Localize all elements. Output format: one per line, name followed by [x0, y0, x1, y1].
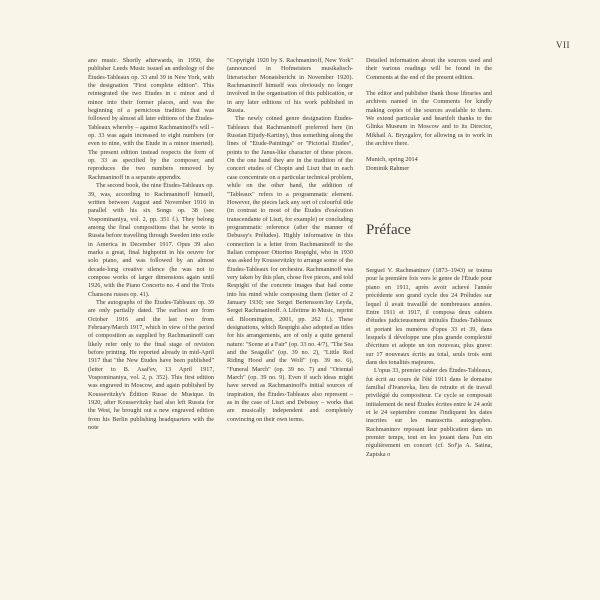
signature-block: [366, 156, 492, 173]
paragraph: The second book, the nine Études-Tableaux op. 39, was, according to Rachmaninoff himself, written between August and November 1916 in parallel with his six Songs op. 38 (see Vospominaniya, vol. 2, pp. 351 f.). They belong among the final compositions that he wrote in Russia before travelling through Sweden into exile in America in December 1917. Opus 39 also marks a great, final highpoint in his oeuvre for solo piano, and was followed by an almost decade-long creative silence (he was not to compose works of larger dimensions again until 1926, with the Piano Concerto no. 4 and the Trois Chansons russes op. 41).: [88, 182, 214, 298]
page-number: VII: [556, 40, 570, 50]
paragraph: L'opus 33, premier cahier des Études-Tableaux, fut écrit au cours de l'été 1911 dans le domaine familial d'Ivanovka, lieu de retraite et de travail privilégié du compositeur. Ce cycle se composait initialement de neuf Études écrites entre le 24 août et le 24 septembre comme l'indiquent les dates inscrites sur les manuscrits autographes. Rachmaninov reposant leur publication dans un premier temps, tout en les jouant dans l'un ein régulièrement en concert (cf. Sof'ja A. Satina, Zapiska o: [366, 367, 492, 458]
paragraph: Sergueï V. Rachmaninov (1873–1943) se tourna pour la première fois vers le genre de l'Étude pour piano en 1911, après avoir achevé l'année précédente son grand cycle des 24 Préludes sur lequel il avait travaillé de nombreuses années. Entre 1911 et 1917, il composa deux cahiers d'études judicieusement intitulés Études-Tableaux et portant les numéros d'opus 33 et 39, dans lesquels il développe une plus grande complexité d'écriture et adopte un ton nouveau, plus grave: sur 17 nouveaux écrits au total, seuls trois sont dans des tonalités majeures.: [366, 267, 492, 366]
text-column-3: [366, 57, 492, 459]
signature-place-date: Munich, spring 2014: [366, 156, 418, 164]
signature-author: Dominik Rahmer: [366, 164, 410, 172]
paragraph: ano music. Shortly afterwards, in 1950, the publisher Leeds Music issued an anthology of the Études-Tableaux op. 33 and 39 in New York, with the designation "First complete edition". This reintegrated the two Etudes in c minor and d minor into their former places, and was the beginning of a pernicious tradition that was followed by almost all later editions of the Études-Tableaux whereby – against Rachmaninoff's will – op. 33 was again increased to eight numbers (or even to nine, with the Etude in a minor inserted). The present edition instead respects the form of op. 33 as specified by the composer, and reproduces the two numbers removed by Rachmaninoff in a separate appendix.: [88, 57, 214, 181]
section-heading: Préface: [366, 222, 411, 239]
text-column-2: [227, 57, 353, 424]
text-column-1: [88, 57, 214, 432]
paragraph: "Copyright 1920 by S. Rachmaninoff, New York" (announced in Hofmeisters musikalisch-literarischer Monatsbericht in November 1920). Rachmaninoff himself was obviously no longer involved in the organisation of this publication, or in any later editions of his work published in Russia.: [227, 57, 353, 115]
paragraph: Detailed information about the sources used and their various readings will be found in the Comments at the end of the present edition.: [366, 57, 492, 81]
paragraph: The editor and publisher thank those libraries and archives named in the Comments for kindly making copies of the sources available to them. We extend particular and heartfelt thanks to the Glinka Museum in Moscow and to its Director, Mikhail A. Bryzgalov, for allowing us to work in the archive there.: [366, 90, 492, 148]
paragraph: The autographs of the Études-Tableaux op. 39 are only partially dated. The earliest are from October 1916 and the last two from February/March 1917, which in view of the period of composition as supplied by Rachmaninoff can likely refer only to the final stage of revision before printing. He reported already in mid-April 1917 that "the New Études have been published" (letter to B. Asaf'ev, 13 April 1917, Vospominaniya, vol. 2, p. 352). This first edition was engraved in Moscow, and again published by Koussevitzky's Édition Russe de Musique. In 1920, after Koussevitzky had also left Russia for the West, he brought out a new engraved edition from his Berlin publishing headquarters with the note: [88, 298, 214, 432]
paragraph: The newly coined genre designation Études-Tableaux that Rachmaninoff preferred here (in Russian Etjudy-Kartiny), thus something along the lines of "Etude-Paintings" or "Pictorial Etudes", points to the Janus-like character of these pieces. On the one hand they are in the tradition of the concert etudes of Chopin and Liszt that in each case concentrate on a particular technical problem, while on the other hand, the addition of "Tableaux" refers to a programmatic element. However, the pieces lack any sort of colourful title (in contrast to most of the Études d'exécution transcendante of Liszt, for example) or concluding programmatic reference (after the manner of Debussy's Préludes). Highly informative in this connection is a letter from Rachmaninoff to the Italian composer Ottorino Respighi, who in 1930 was asked by Koussevitzky to arrange some of the Études-Tableaux for orchestra. Rachmaninoff was very taken by this plan, chose five pieces, and told Respighi of the concrete images that had come into his mind while composing them (letter of 2 January 1930; see Sergei Bertensson/Jay Leyda, Sergei Rachmaninoff. A Lifetime in Music, reprint ed. Bloomington, 2001, pp. 262 f.). These designations, which Respighi also adopted as titles for his arrangements, are of only a quite general nature: "Scene at a Fair" (op. 33 no. 4/7), "The Sea and the Seagulls" (op. 39 no. 2), "Little Red Riding Hood and the Wolf" (op. 39 no. 6), "Funeral March" (op. 39 no. 7) and "Oriental March" (op. 39 no. 9). Even if such ideas might have served as Rachmaninoff's initial sources of inspiration, the Études-Tableaux also represent – as in the case of Liszt and Debussy – works that are musically independent and completely convincing on their own terms.: [227, 115, 353, 423]
